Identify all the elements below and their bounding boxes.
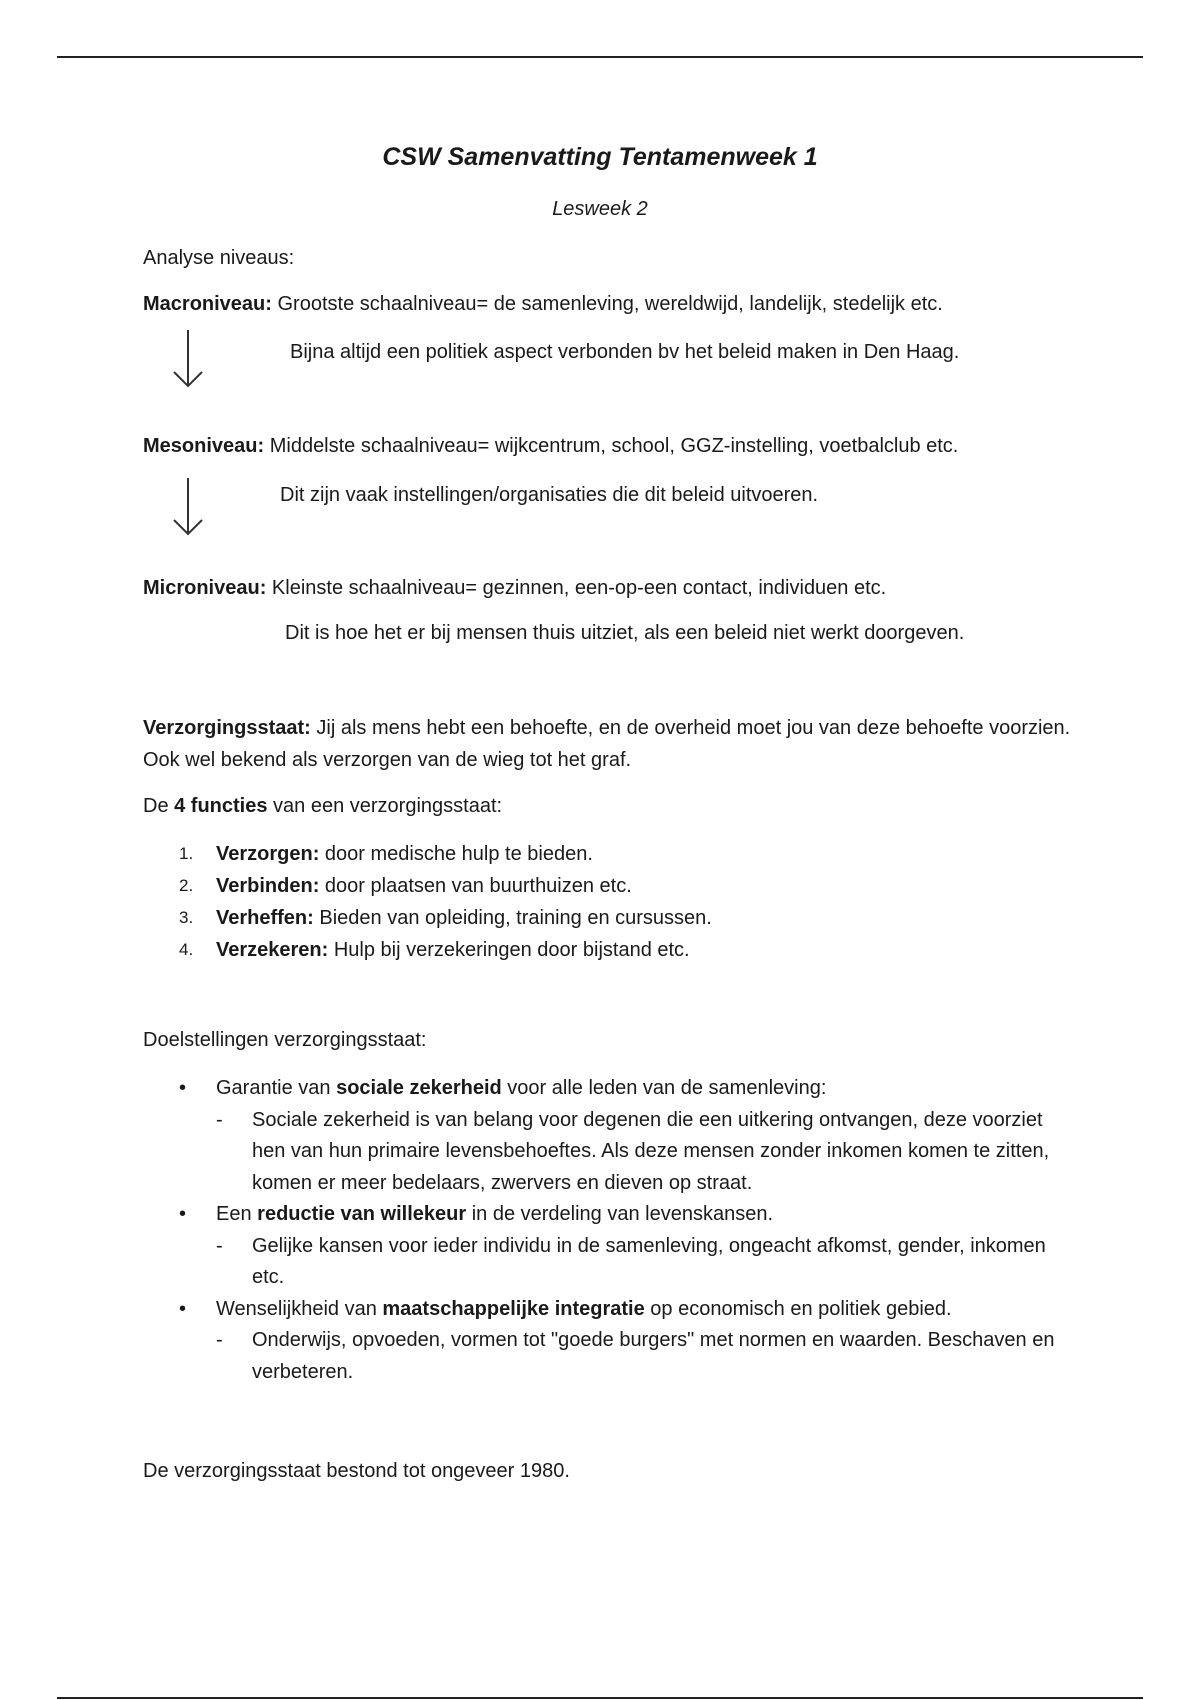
list-item-number: 4. bbox=[179, 940, 194, 959]
goal-bold: sociale zekerheid bbox=[336, 1077, 502, 1099]
micro-note: Dit is hoe het er bij mensen thuis uitziet, als een beleid niet werkt doorgeven. bbox=[285, 622, 965, 644]
meso-label: Mesoniveau: bbox=[143, 435, 265, 457]
list-item bbox=[143, 1073, 1073, 1199]
list-item-text bbox=[216, 934, 690, 966]
welfare-label: Verzorgingsstaat: bbox=[143, 717, 311, 739]
document-title: CSW Samenvatting Tentamenweek 1 bbox=[382, 143, 818, 171]
sub-item-text: Sociale zekerheid is van belang voor degenen die een uitkering ontvangen, deze voorziet hen van hun primaire levensbehoeftes. Als deze mensen zonder inkomen komen te zitten, komen er meer bedelaars, zwervers en dieven op straat. bbox=[252, 1108, 1050, 1194]
micro-line bbox=[143, 577, 886, 600]
goals-list bbox=[143, 1073, 1073, 1388]
list-item-body: door medische hulp te bieden. bbox=[319, 843, 593, 865]
goal-text: voor alle leden van de samenleving: bbox=[501, 1077, 827, 1099]
goal-text: Wenselijkheid van bbox=[216, 1297, 383, 1320]
down-arrow-icon bbox=[170, 328, 206, 390]
goal-bold: reductie van willekeur bbox=[257, 1203, 467, 1225]
sub-item bbox=[216, 1231, 1073, 1294]
closing-text: De verzorgingsstaat bestond tot ongeveer 1980. bbox=[143, 1460, 570, 1482]
goals-heading: Doelstellingen verzorgingsstaat: bbox=[143, 1029, 427, 1051]
micro-label: Microniveau: bbox=[143, 577, 267, 599]
macro-text: Grootste schaalniveau= de samenleving, wereldwijd, landelijk, stedelijk etc. bbox=[271, 293, 943, 315]
list-item-number: 3. bbox=[179, 908, 194, 927]
list-item bbox=[143, 1294, 1073, 1389]
header-rule bbox=[57, 56, 1143, 58]
goal-text: op economisch en politiek gebied. bbox=[644, 1297, 952, 1320]
functions-heading-suffix: van een verzorgingsstaat: bbox=[267, 795, 503, 817]
goal-text: Garantie van bbox=[216, 1077, 337, 1099]
levels-heading: Analyse niveaus: bbox=[143, 247, 295, 269]
down-arrow-icon bbox=[170, 476, 206, 538]
macro-line bbox=[143, 293, 943, 316]
list-item bbox=[143, 934, 1043, 966]
goal-bold: maatschappelijke integratie bbox=[382, 1297, 645, 1320]
dash: - bbox=[216, 1329, 223, 1351]
list-item-body: door plaatsen van buurthuizen etc. bbox=[319, 875, 632, 897]
functions-list bbox=[143, 838, 1043, 966]
list-item-text bbox=[216, 902, 712, 934]
dash: - bbox=[216, 1234, 223, 1257]
meso-text: Middelste schaalniveau= wijkcentrum, school, GGZ-instelling, voetbalclub etc. bbox=[264, 435, 959, 457]
list-item bbox=[143, 902, 1043, 934]
list-item-body: Bieden van opleiding, training en cursussen. bbox=[313, 907, 712, 929]
list-item-label: Verheffen: bbox=[216, 907, 314, 929]
macro-label: Macroniveau: bbox=[143, 293, 272, 315]
sub-item-text: Gelijke kansen voor ieder individu in de samenleving, ongeacht afkomst, gender, inkomen etc. bbox=[252, 1234, 1046, 1288]
macro-note: Bijna altijd een politiek aspect verbonden bv het beleid maken in Den Haag. bbox=[290, 341, 960, 363]
bullet: • bbox=[179, 1203, 187, 1225]
welfare-text: Jij als mens hebt een behoefte, en de overheid moet jou van deze behoefte voorzien. Ook wel bekend als verzorgen van de wieg tot het graf. bbox=[143, 717, 1071, 771]
sub-item-text: Onderwijs, opvoeden, vormen tot "goede burgers" met normen en waarden. Beschaven en verbeteren. bbox=[252, 1329, 1055, 1383]
bullet: • bbox=[179, 1077, 187, 1099]
list-item-label: Verbinden: bbox=[216, 875, 320, 897]
list-item bbox=[143, 838, 1043, 870]
list-item bbox=[143, 870, 1043, 902]
sub-item bbox=[216, 1105, 1073, 1200]
functions-heading-prefix: De bbox=[143, 795, 175, 817]
list-item-label: Verzorgen: bbox=[216, 843, 320, 865]
goal-text: Een bbox=[216, 1203, 258, 1225]
goal-text: in de verdeling van levenskansen. bbox=[466, 1203, 774, 1225]
list-item-label: Verzekeren: bbox=[216, 939, 329, 961]
meso-note: Dit zijn vaak instellingen/organisaties die dit beleid uitvoeren. bbox=[280, 484, 819, 506]
document-subtitle: Lesweek 2 bbox=[552, 198, 648, 220]
meso-line bbox=[143, 435, 958, 458]
footer-rule bbox=[57, 1697, 1143, 1699]
list-item-body: Hulp bij verzekeringen door bijstand etc. bbox=[328, 939, 690, 961]
dash: - bbox=[216, 1108, 223, 1131]
list-item bbox=[143, 1199, 1073, 1294]
sub-item bbox=[216, 1325, 1073, 1388]
functions-heading bbox=[143, 795, 502, 818]
welfare-definition bbox=[143, 712, 1073, 776]
list-item-number: 2. bbox=[179, 876, 194, 895]
list-item-text bbox=[216, 870, 632, 902]
list-item-number: 1. bbox=[179, 844, 194, 863]
micro-text: Kleinste schaalniveau= gezinnen, een-op-een contact, individuen etc. bbox=[266, 577, 887, 599]
bullet: • bbox=[179, 1297, 187, 1320]
functions-heading-bold: 4 functies bbox=[174, 795, 268, 817]
list-item-text bbox=[216, 838, 593, 870]
